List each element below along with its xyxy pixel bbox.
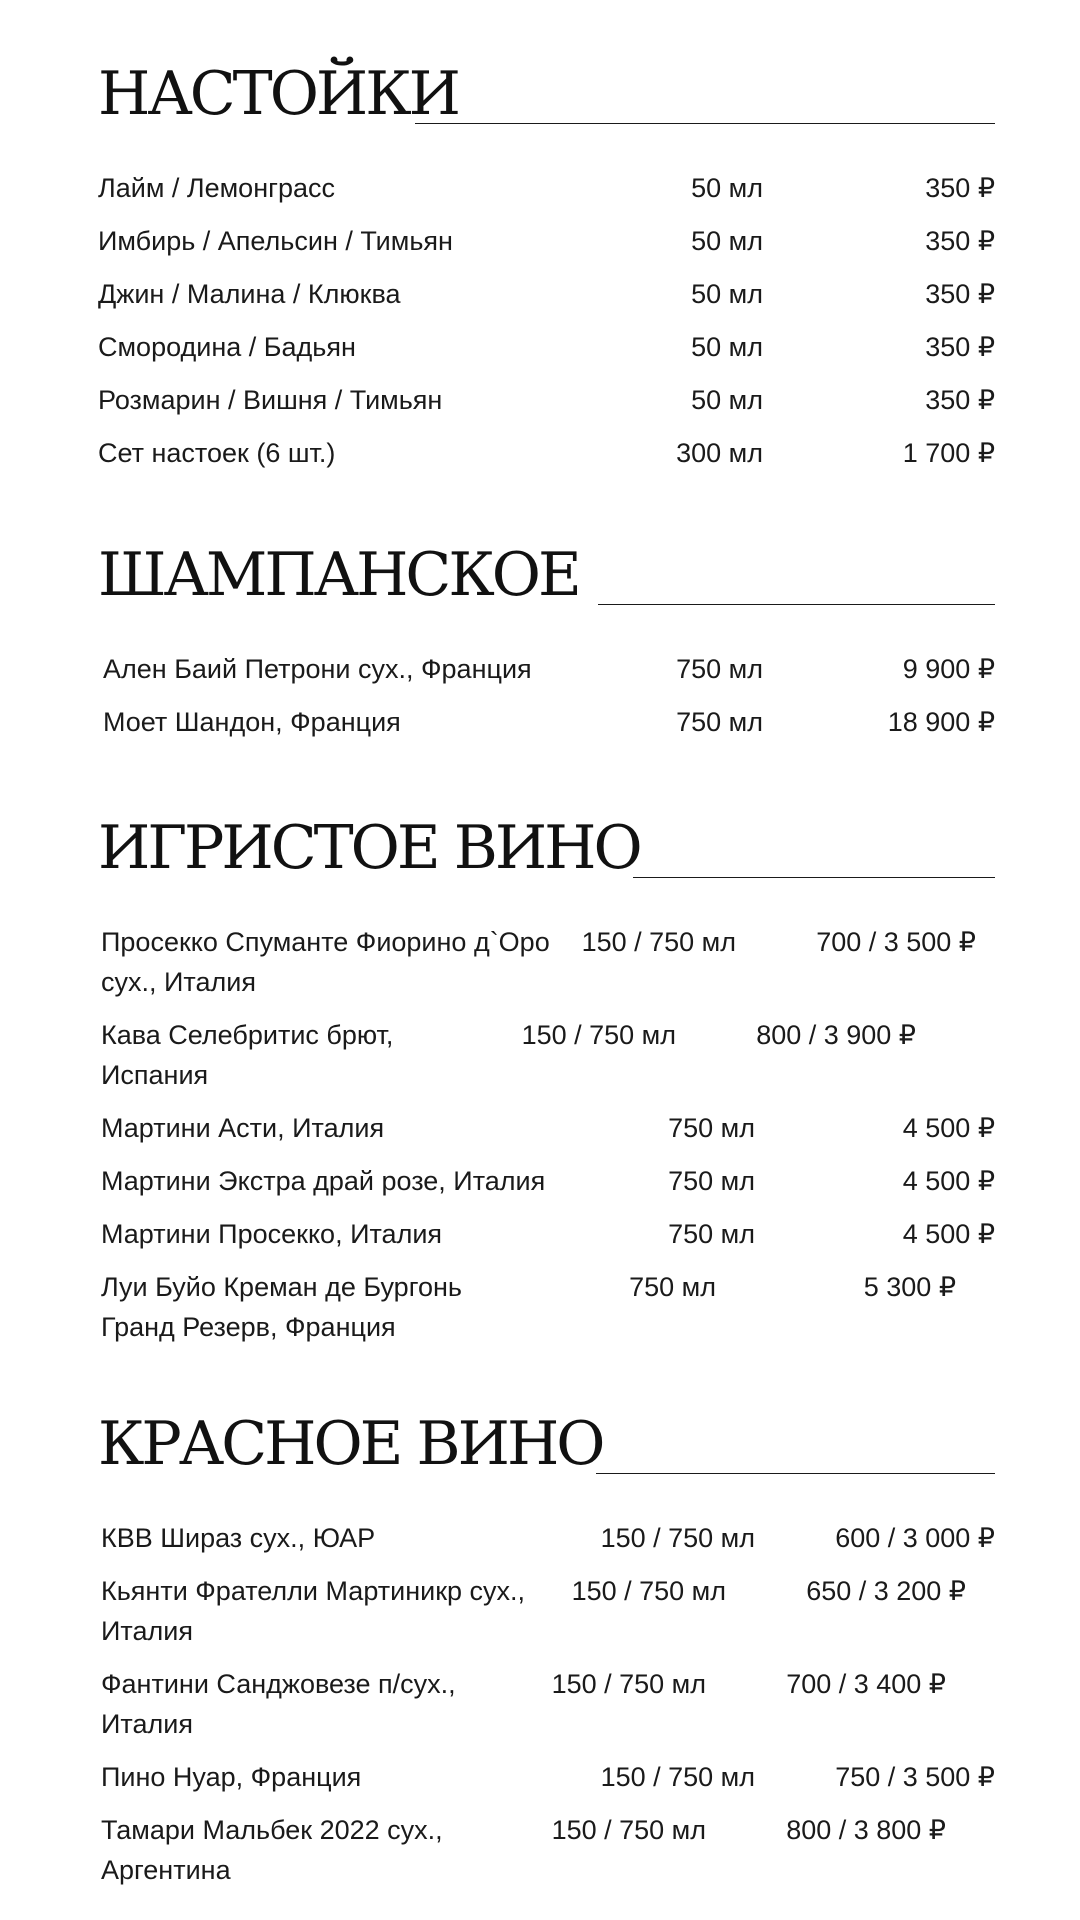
item-price: 750 / 3 500 ₽ (835, 1762, 995, 1792)
item-volume: 50 мл (691, 332, 763, 362)
item-volume: 750 мл (676, 707, 763, 737)
item-price: 18 900 ₽ (887, 707, 995, 737)
item-name: Смородина / Бадьян (98, 332, 356, 362)
list-item (101, 1810, 995, 1903)
list-item (103, 649, 995, 702)
item-volume: 300 мл (676, 438, 763, 468)
item-list (98, 922, 995, 1360)
item-volume: 750 мл (629, 1272, 716, 1302)
list-item (101, 1664, 995, 1757)
item-volume: 150 / 750 мл (600, 1762, 755, 1792)
list-item (101, 1267, 995, 1360)
list-item (98, 221, 995, 274)
list-item (103, 702, 995, 755)
section-divider (596, 1473, 995, 1474)
item-volume: 150 / 750 мл (581, 927, 736, 957)
item-price: 800 / 3 800 ₽ (786, 1815, 946, 1845)
item-price: 350 ₽ (925, 332, 995, 362)
section-sparkling-wine (98, 802, 995, 1360)
item-name: Моет Шандон, Франция (103, 707, 401, 737)
list-item (101, 1757, 995, 1810)
list-item (101, 922, 995, 1015)
menu-page (98, 0, 995, 1903)
item-volume: 50 мл (691, 173, 763, 203)
item-price: 700 / 3 400 ₽ (786, 1669, 946, 1699)
item-price: 600 / 3 000 ₽ (835, 1523, 995, 1553)
item-price: 4 500 ₽ (902, 1166, 995, 1196)
item-name: Сет настоек (6 шт.) (98, 438, 336, 468)
section-title: НАСТОЙКИ (98, 59, 458, 129)
item-volume: 150 / 750 мл (551, 1669, 706, 1699)
item-list (98, 1518, 995, 1903)
item-list (98, 649, 995, 755)
list-item (98, 274, 995, 327)
item-volume: 750 мл (668, 1166, 755, 1196)
section-header (98, 1398, 995, 1478)
item-price: 700 / 3 500 ₽ (816, 927, 976, 957)
list-item (101, 1518, 995, 1571)
item-name: Розмарин / Вишня / Тимьян (98, 385, 443, 415)
item-price: 350 ₽ (925, 385, 995, 415)
list-item (101, 1571, 995, 1664)
item-volume: 150 / 750 мл (600, 1523, 755, 1553)
item-volume: 750 мл (668, 1219, 755, 1249)
item-volume: 50 мл (691, 385, 763, 415)
item-price: 4 500 ₽ (902, 1219, 995, 1249)
item-name: Мартини Просекко, Италия (101, 1219, 443, 1249)
item-volume: 750 мл (676, 654, 763, 684)
list-item (98, 380, 995, 433)
list-item (98, 433, 995, 486)
item-list (98, 168, 995, 486)
item-price: 800 / 3 900 ₽ (756, 1020, 916, 1050)
list-item (101, 1161, 995, 1214)
section-title: ИГРИСТОЕ ВИНО (98, 813, 640, 883)
section-divider (598, 604, 995, 605)
item-volume: 150 / 750 мл (551, 1815, 706, 1845)
item-volume: 150 / 750 мл (571, 1576, 726, 1606)
list-item (98, 168, 995, 221)
list-item (101, 1214, 995, 1267)
item-price: 9 900 ₽ (902, 654, 995, 684)
item-name: КВВ Шираз сух., ЮАР (101, 1523, 376, 1553)
item-volume: 50 мл (691, 226, 763, 256)
item-name: Просекко Спуманте Фиорино д`Оро сух., Италия (101, 927, 550, 997)
section-nastoyki (98, 48, 995, 486)
item-name: Кьянти Фрателли Мартиникр сух., Италия (101, 1576, 526, 1646)
item-price: 350 ₽ (925, 279, 995, 309)
item-price: 4 500 ₽ (902, 1113, 995, 1143)
item-name: Ален Баий Петрони сух., Франция (103, 654, 532, 684)
item-name: Мартини Асти, Италия (101, 1113, 385, 1143)
section-title: ШАМПАНСКОЕ (98, 540, 579, 610)
section-title: КРАСНОЕ ВИНО (98, 1409, 603, 1479)
item-name: Имбирь / Апельсин / Тимьян (98, 226, 453, 256)
item-name: Лайм / Лемонграсс (98, 173, 335, 203)
item-name: Тамари Мальбек 2022 сух., Аргентина (101, 1815, 443, 1885)
item-name: Луи Буйо Креман де Бургонь Гранд Резерв, Франция (101, 1272, 462, 1342)
item-price: 350 ₽ (925, 173, 995, 203)
item-volume: 150 / 750 мл (521, 1020, 676, 1050)
item-volume: 50 мл (691, 279, 763, 309)
item-name: Пино Нуар, Франция (101, 1762, 362, 1792)
item-name: Мартини Экстра драй розе, Италия (101, 1166, 546, 1196)
item-price: 350 ₽ (925, 226, 995, 256)
section-header (98, 48, 995, 128)
section-divider (633, 877, 995, 878)
section-red-wine (98, 1398, 995, 1903)
item-name: Джин / Малина / Клюква (98, 279, 401, 309)
section-header (98, 802, 995, 882)
item-name: Кава Селебритис брют, Испания (101, 1020, 394, 1090)
section-divider (415, 123, 995, 124)
item-price: 650 / 3 200 ₽ (806, 1576, 966, 1606)
item-volume: 750 мл (668, 1113, 755, 1143)
item-price: 1 700 ₽ (902, 438, 995, 468)
list-item (101, 1015, 995, 1108)
section-header (98, 529, 995, 609)
list-item (98, 327, 995, 380)
item-name: Фантини Санджовезе п/сух., Италия (101, 1669, 456, 1739)
list-item (101, 1108, 995, 1161)
section-champagne (98, 529, 995, 755)
item-price: 5 300 ₽ (863, 1272, 956, 1302)
